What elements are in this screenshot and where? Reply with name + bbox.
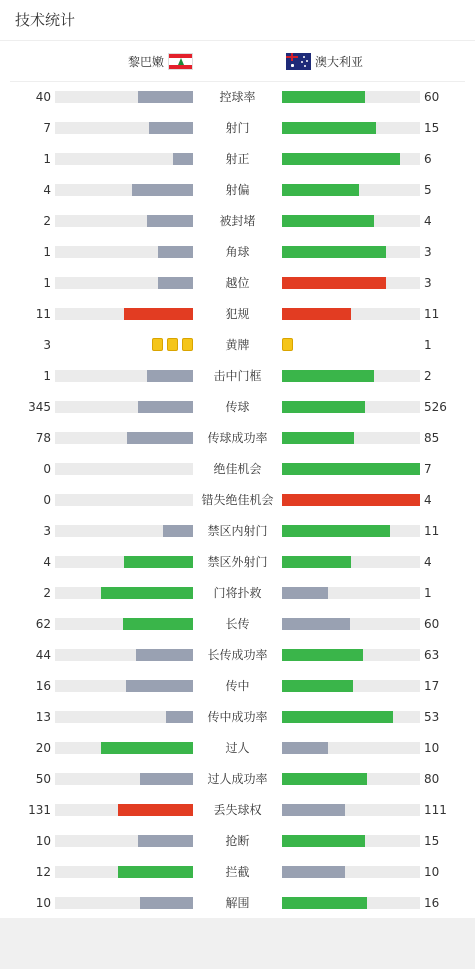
home-bar-track [55, 308, 193, 320]
away-bar-track [282, 897, 420, 909]
home-bar-track [55, 835, 193, 847]
stat-row [0, 490, 475, 510]
away-bar-track [282, 618, 420, 630]
home-value: 4 [43, 555, 51, 569]
away-value: 15 [424, 121, 440, 135]
away-bar [282, 91, 365, 103]
away-bar [282, 215, 374, 227]
stat-label: 传中成功率 [207, 710, 268, 724]
away-value: 15 [424, 834, 440, 848]
away-bar [282, 463, 420, 475]
stat-label: 射偏 [225, 183, 250, 197]
home-bar [158, 277, 193, 289]
away-bar-track [282, 308, 420, 320]
home-bar [147, 215, 193, 227]
away-bar [282, 494, 420, 506]
away-bar-track [282, 184, 420, 196]
home-bar-track [55, 91, 193, 103]
stat-row [0, 521, 475, 541]
stat-row [0, 304, 475, 324]
home-bar [101, 587, 193, 599]
home-bar-track [55, 215, 193, 227]
away-bar [282, 370, 374, 382]
away-bar-track [282, 866, 420, 878]
stat-row [0, 118, 475, 138]
away-bar [282, 122, 376, 134]
away-bar-track [282, 804, 420, 816]
home-value: 131 [28, 803, 51, 817]
home-value: 13 [35, 710, 51, 724]
stat-row [0, 273, 475, 293]
home-value: 2 [43, 214, 51, 228]
home-bar-track [55, 463, 193, 475]
stat-label: 禁区内射门 [207, 524, 268, 538]
home-bar [166, 711, 193, 723]
home-bar-track [55, 680, 193, 692]
home-bar [118, 866, 193, 878]
away-bar [282, 308, 351, 320]
away-value: 1 [424, 338, 432, 352]
away-value: 3 [424, 245, 432, 259]
away-value: 80 [424, 772, 440, 786]
away-bar [282, 587, 328, 599]
away-bar-track [282, 246, 420, 258]
home-bar [138, 835, 193, 847]
away-value: 53 [424, 710, 440, 724]
home-value: 12 [35, 865, 51, 879]
away-bar [282, 401, 365, 413]
away-bar-track [282, 556, 420, 568]
away-value: 4 [424, 555, 432, 569]
home-value: 345 [28, 400, 51, 414]
australia-flag-icon [286, 53, 311, 70]
home-bar [118, 804, 193, 816]
home-value: 40 [35, 90, 51, 104]
away-bar [282, 835, 365, 847]
away-bar-track [282, 525, 420, 537]
stat-row [0, 87, 475, 107]
away-bar [282, 866, 345, 878]
stat-row [0, 645, 475, 665]
away-bar-track [282, 401, 420, 413]
home-value: 1 [43, 152, 51, 166]
home-bar [163, 525, 193, 537]
away-bar [282, 804, 345, 816]
away-value: 11 [424, 524, 440, 538]
away-bar [282, 525, 390, 537]
stat-row [0, 707, 475, 727]
home-value: 1 [43, 276, 51, 290]
away-value: 7 [424, 462, 432, 476]
away-bar-track [282, 711, 420, 723]
away-bar [282, 432, 354, 444]
home-bar [124, 308, 193, 320]
home-value: 10 [35, 896, 51, 910]
stat-row [0, 366, 475, 386]
away-bar [282, 618, 350, 630]
yellow-card-icon [182, 338, 193, 351]
away-bar [282, 153, 400, 165]
home-bar-track [55, 401, 193, 413]
away-yellow-cards [282, 338, 297, 352]
stat-label: 犯规 [225, 307, 250, 321]
home-bar-track [55, 618, 193, 630]
home-bar [124, 556, 193, 568]
home-bar-track [55, 525, 193, 537]
home-value: 2 [43, 586, 51, 600]
away-bar-track [282, 649, 420, 661]
stat-row [0, 893, 475, 913]
away-value: 4 [424, 493, 432, 507]
stat-label: 长传 [225, 617, 250, 631]
home-bar [149, 122, 193, 134]
home-value: 3 [43, 524, 51, 538]
away-bar [282, 711, 393, 723]
stat-row [0, 552, 475, 572]
away-bar [282, 897, 367, 909]
stat-row [0, 180, 475, 200]
stat-row [0, 800, 475, 820]
away-bar-track [282, 587, 420, 599]
home-value: 78 [35, 431, 51, 445]
away-bar [282, 680, 353, 692]
stat-label: 越位 [225, 276, 250, 290]
home-bar [101, 742, 193, 754]
home-bar-track [55, 773, 193, 785]
stat-row [0, 769, 475, 789]
stat-label: 传球 [225, 400, 250, 414]
away-bar-track [282, 91, 420, 103]
home-bar [132, 184, 193, 196]
away-value: 16 [424, 896, 440, 910]
stat-label: 过人成功率 [207, 772, 268, 786]
stat-label: 错失绝佳机会 [201, 493, 274, 507]
home-value: 10 [35, 834, 51, 848]
away-value: 3 [424, 276, 432, 290]
away-bar [282, 556, 351, 568]
home-bar [138, 401, 193, 413]
home-bar-track [55, 742, 193, 754]
stat-label: 控球率 [219, 90, 256, 104]
away-value: 60 [424, 617, 440, 631]
away-value: 10 [424, 741, 440, 755]
home-value: 7 [43, 121, 51, 135]
yellow-card-icon [152, 338, 163, 351]
home-value: 4 [43, 183, 51, 197]
stat-row [0, 242, 475, 262]
away-value: 63 [424, 648, 440, 662]
away-bar [282, 649, 363, 661]
away-bar [282, 246, 386, 258]
away-bar-track [282, 494, 420, 506]
home-bar-track [55, 432, 193, 444]
away-value: 526 [424, 400, 447, 414]
away-team-name: 澳大利亚 [315, 54, 364, 69]
stat-label: 丢失球权 [213, 803, 262, 817]
away-bar-track [282, 122, 420, 134]
home-value: 50 [35, 772, 51, 786]
stat-label: 抢断 [225, 834, 250, 848]
stat-label: 解围 [225, 896, 250, 910]
home-value: 20 [35, 741, 51, 755]
stat-label: 击中门框 [213, 369, 262, 383]
home-bar-track [55, 370, 193, 382]
stat-row [0, 211, 475, 231]
home-value: 1 [43, 245, 51, 259]
stat-label: 传中 [225, 679, 250, 693]
home-value: 62 [35, 617, 51, 631]
stat-label: 长传成功率 [207, 648, 268, 662]
away-value: 6 [424, 152, 432, 166]
away-bar-track [282, 153, 420, 165]
stat-row [0, 676, 475, 696]
home-bar-track [55, 494, 193, 506]
home-bar-track [55, 866, 193, 878]
away-bar [282, 773, 367, 785]
stat-row [0, 149, 475, 169]
home-bar [147, 370, 193, 382]
home-bar-track [55, 153, 193, 165]
away-value: 10 [424, 865, 440, 879]
home-bar-track [55, 711, 193, 723]
stat-row [0, 738, 475, 758]
home-bar [127, 432, 193, 444]
home-bar-track [55, 184, 193, 196]
home-bar [138, 91, 193, 103]
home-value: 3 [43, 338, 51, 352]
stat-label: 过人 [225, 741, 250, 755]
away-value: 2 [424, 369, 432, 383]
away-bar [282, 742, 328, 754]
home-value: 16 [35, 679, 51, 693]
away-team [286, 52, 363, 70]
home-bar-track [55, 246, 193, 258]
lebanon-flag-icon [168, 53, 193, 70]
home-bar-track [55, 277, 193, 289]
away-bar-track [282, 773, 420, 785]
stat-label: 角球 [225, 245, 250, 259]
stat-row [0, 583, 475, 603]
yellow-card-icon [282, 338, 293, 351]
stat-label: 黄牌 [225, 338, 250, 352]
home-team [128, 52, 193, 70]
away-bar-track [282, 432, 420, 444]
home-value: 0 [43, 493, 51, 507]
away-bar-track [282, 370, 420, 382]
stat-row [0, 335, 475, 355]
away-value: 60 [424, 90, 440, 104]
away-value: 1 [424, 586, 432, 600]
home-value: 1 [43, 369, 51, 383]
stat-row [0, 459, 475, 479]
away-bar [282, 277, 386, 289]
away-bar [282, 184, 359, 196]
home-bar-track [55, 122, 193, 134]
home-value: 0 [43, 462, 51, 476]
away-bar-track [282, 463, 420, 475]
page-title: 技术统计 [15, 11, 76, 29]
stat-label: 绝佳机会 [213, 462, 262, 476]
away-value: 11 [424, 307, 440, 321]
home-bar [140, 773, 193, 785]
home-bar [158, 246, 193, 258]
teams-divider [10, 81, 465, 82]
home-bar [173, 153, 193, 165]
stat-label: 门将扑救 [213, 586, 262, 600]
home-yellow-cards [148, 338, 193, 352]
home-bar-track [55, 649, 193, 661]
stat-row [0, 831, 475, 851]
stat-row [0, 397, 475, 417]
stat-label: 拦截 [225, 865, 250, 879]
header-divider [0, 40, 475, 41]
home-value: 44 [35, 648, 51, 662]
away-value: 17 [424, 679, 440, 693]
stat-label: 禁区外射门 [207, 555, 268, 569]
home-value: 11 [35, 307, 51, 321]
stat-label: 射门 [225, 121, 250, 135]
away-value: 4 [424, 214, 432, 228]
yellow-card-icon [167, 338, 178, 351]
home-bar-track [55, 804, 193, 816]
home-bar [126, 680, 193, 692]
away-bar-track [282, 680, 420, 692]
away-bar-track [282, 742, 420, 754]
away-value: 111 [424, 803, 447, 817]
away-bar-track [282, 277, 420, 289]
stat-row [0, 428, 475, 448]
away-bar-track [282, 215, 420, 227]
home-bar [140, 897, 193, 909]
stat-row [0, 862, 475, 882]
home-bar-track [55, 897, 193, 909]
home-bar-track [55, 556, 193, 568]
away-value: 5 [424, 183, 432, 197]
home-bar-track [55, 587, 193, 599]
home-bar [123, 618, 193, 630]
stat-row [0, 614, 475, 634]
stat-label: 射正 [225, 152, 250, 166]
away-bar-track [282, 835, 420, 847]
home-team-name: 黎巴嫩 [128, 54, 165, 69]
stat-label: 被封堵 [219, 214, 256, 228]
stat-label: 传球成功率 [207, 431, 268, 445]
home-bar [136, 649, 193, 661]
away-value: 85 [424, 431, 440, 445]
